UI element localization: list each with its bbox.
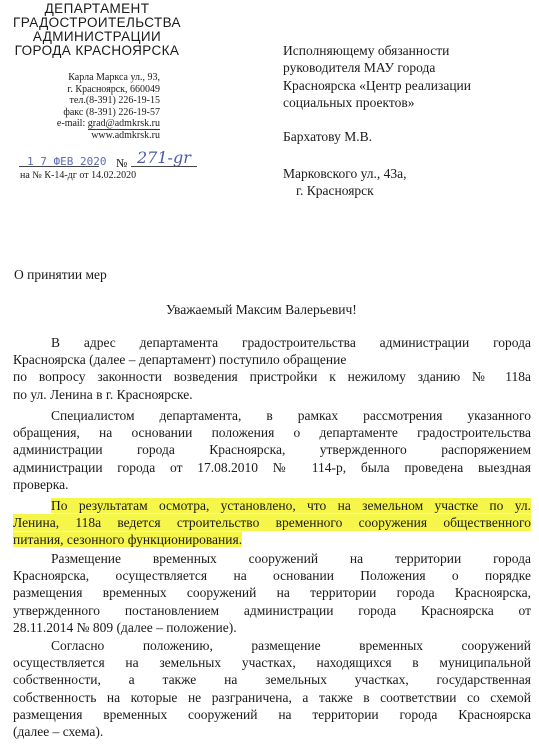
text-line: (далее – схема).: [13, 724, 104, 740]
recipient-line: руководителя МАУ города: [283, 60, 436, 76]
org-line: АДМИНИСТРАЦИИ: [32, 29, 162, 44]
org-line: ДЕПАРТАМЕНТ: [44, 1, 150, 16]
recipient-name: Бархатову М.В.: [283, 129, 372, 144]
org-address: [20, 72, 160, 142]
highlighted-text: питания, сезонного функционирования.: [13, 532, 243, 548]
text-line: Красноярска, осуществляется на основании Положения о порядке: [13, 568, 531, 584]
text-line: администрации города от 17.08.2010 № 114-р, была проведена выездная: [13, 459, 531, 475]
number-sign: №: [116, 156, 128, 170]
org-name: [4, 2, 190, 58]
text-line: 28.11.2014 № 809 (далее – положение).: [13, 619, 237, 635]
paragraph-2: [13, 407, 531, 493]
recipient-address-line: Марковского ул., 43а,: [283, 166, 407, 181]
highlighted-text-line: Ленина, 118а ведется строительство временного сооружения общественного: [13, 515, 531, 531]
date-underline: [19, 166, 99, 167]
recipient-title: [283, 42, 471, 111]
text-line: Специалистом департамента, в рамках рассмотрения указанного: [51, 408, 531, 423]
text-line: размещения временных сооружений на территории города Красноярска,: [13, 585, 531, 601]
text-line: администрации города Красноярска, утвержденного распоряжением: [13, 442, 531, 458]
date-stamp: 1 7 ФЕВ 2020: [27, 155, 107, 168]
subject: О принятии мер: [14, 267, 107, 282]
recipient-line: социальных проектов»: [283, 94, 415, 110]
text-line: проверка.: [13, 476, 69, 492]
recipient-address-line: г. Красноярск: [296, 183, 374, 199]
address-line: тел.(8-391) 226-19-15: [69, 95, 160, 107]
website[interactable]: www.admkrsk.ru: [91, 129, 160, 141]
address-line: Карла Маркса ул., 93,: [68, 72, 160, 83]
address-line: г. Красноярск, 660049: [67, 83, 160, 95]
text-line: Размещение временных сооружений на территории города: [51, 551, 531, 566]
text-line: Красноярска (далее – департамент) поступило обращение: [13, 352, 347, 368]
text-line: по вопросу законности возведения пристройки к нежилому зданию № 118а: [13, 369, 531, 385]
paragraph-4: [13, 550, 531, 636]
paragraph-5: [13, 637, 531, 740]
text-line: собственность на которые не разграничена, а также в соответствии со схемой: [13, 689, 531, 705]
org-line: ГРАДОСТРОИТЕЛЬСТВА: [13, 15, 181, 30]
text-line: собственности, а также на земельных участках, государственная: [13, 672, 531, 688]
text-line: размещения временных сооружений на территории города Красноярска: [13, 706, 531, 722]
text-line: по ул. Ленина в г. Красноярске.: [13, 386, 193, 402]
address-line: факс (8-391) 226-19-57: [63, 106, 160, 118]
email-link[interactable]: grad@admkrsk.ru: [87, 118, 160, 130]
paragraph-1: [13, 334, 531, 403]
email-line: e-mail: grad@admkrsk.ru: [56, 118, 160, 130]
greeting: Уважаемый Максим Валерьевич!: [166, 302, 357, 317]
recipient-address: [283, 165, 407, 200]
text-line: [13, 497, 531, 514]
text-line: обращения, на основании положения о департаменте градостроительства: [13, 425, 531, 441]
number-underline: [131, 166, 197, 167]
text-line: [13, 531, 531, 548]
highlighted-text: По результатам осмотра, установлено, что на земельном участке по ул.: [51, 498, 531, 513]
paragraph-3-highlighted: [13, 497, 531, 549]
text-line: утвержденного постановлением администрации города Красноярска от: [13, 602, 531, 618]
handwritten-number: 271-gr: [137, 148, 191, 167]
text-line: Согласно положению, размещение временных сооружений: [51, 638, 531, 653]
org-line: ГОРОДА КРАСНОЯРСКА: [14, 43, 180, 58]
recipient-line: Красноярска «Центр реализации: [283, 77, 472, 93]
recipient-line: Исполняющему обязанности: [283, 43, 450, 58]
text-line: осуществляется на земельных участках, находящихся в муниципальной: [13, 655, 531, 671]
text-line: В адрес департамента градостроительства администрации города: [51, 335, 531, 350]
reference-line: на № К-14-дг от 14.02.2020: [20, 170, 137, 181]
